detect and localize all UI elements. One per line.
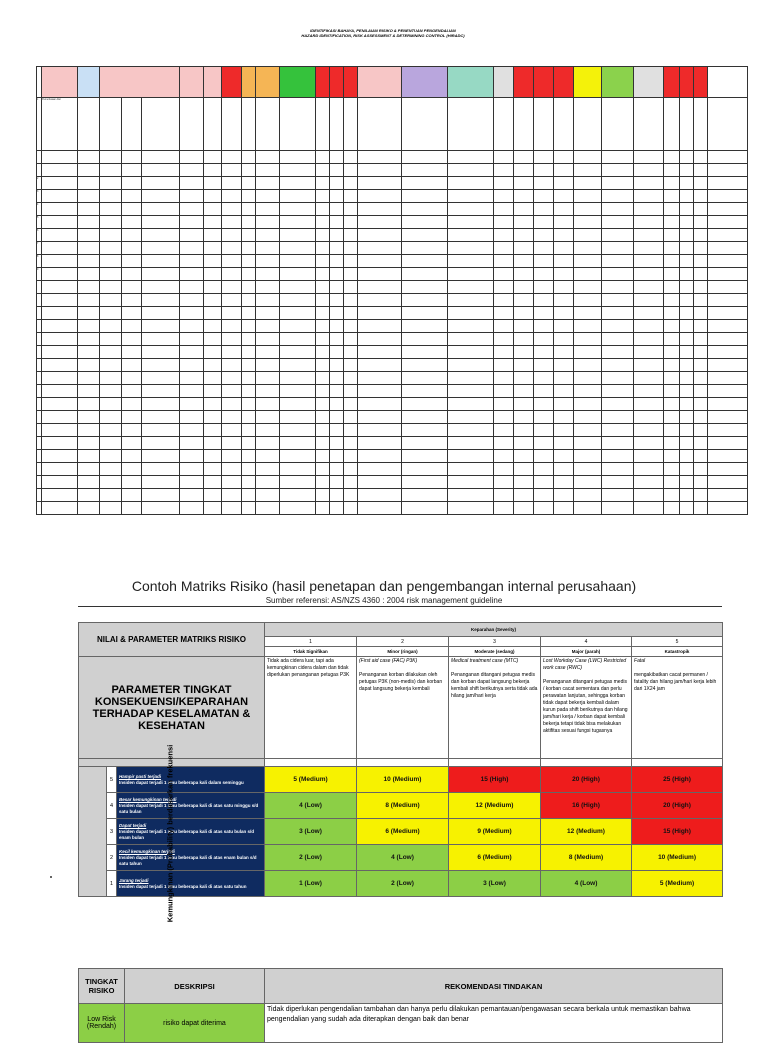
divider (78, 606, 722, 607)
sheet-row: 4 (37, 203, 748, 216)
sheet-row: 8 (37, 255, 748, 268)
risk-cell: 10 (Medium) (632, 845, 723, 871)
sheet-row (37, 463, 748, 476)
rec-head-desc: DESKRIPSI (125, 969, 265, 1004)
sheet-row: 2 (37, 177, 748, 190)
hiradc-table (36, 66, 748, 515)
sheet-row (37, 411, 748, 424)
sheet-row (37, 385, 748, 398)
sheet-row (37, 346, 748, 359)
matrix-source: Sumber referensi: AS/NZS 4360 : 2004 risk management guideline (265, 596, 503, 605)
sheet-row (37, 333, 748, 346)
risk-cell: 8 (Medium) (357, 793, 449, 819)
severity-desc: Tidak ada cidera luar, tapi ada kemungkinan cidera dalam dan tidak diperlukan penanganan petugas P3K (265, 657, 357, 759)
rec-desc: risiko dapat diterima (125, 1004, 265, 1043)
sheet-row: 1 Pemeriksaan Alat (37, 98, 748, 151)
likelihood-desc: Besar kemungkinan terjadi Insiden dapat terjadi 1 atau beberapa kali di atas satu minggu s/d satu bulan (117, 793, 265, 819)
likelihood-desc: Kecil kemungkinan terjadi Insiden dapat terjadi 1 atau beberapa kali di atas enam bulan s/d satu tahun (117, 845, 265, 871)
severity-name: Moderate (sedang) (449, 647, 541, 657)
severity-num: 5 (632, 637, 723, 647)
risk-cell: 9 (Medium) (449, 819, 541, 845)
sheet-row (37, 489, 748, 502)
sheet-row (37, 281, 748, 294)
sheet-row: 7 (37, 242, 748, 255)
rec-head-level: TINGKAT RISIKO (79, 969, 125, 1004)
sheet-row (37, 294, 748, 307)
matrix-title: Contoh Matriks Risiko (hasil penetapan dan pengembangan internal perusahaan) (131, 578, 637, 594)
risk-cell: 25 (High) (632, 767, 723, 793)
risk-cell: 5 (Medium) (632, 871, 723, 897)
severity-name: Katastropik (632, 647, 723, 657)
severity-desc: Medical treatment case (MTC) Penanganan ditangani petugas medis dan korban dapat langsung bekerja kembali shift berikutnya serta tidak ada hilang jam/hari kerja (449, 657, 541, 759)
risk-cell: 3 (Low) (449, 871, 541, 897)
likelihood-desc: Jarang terjadi Insiden dapat terjadi 1 atau beberapa kali di atas satu tahun (117, 871, 265, 897)
severity-name: Major (parah) (541, 647, 632, 657)
risk-cell: 2 (Low) (265, 845, 357, 871)
likelihood-num: 2 (107, 845, 117, 871)
hiradc-sheet (36, 28, 730, 520)
likelihood-num: 5 (107, 767, 117, 793)
risk-cell: 15 (High) (632, 819, 723, 845)
sheet-row (37, 307, 748, 320)
sheet-row (37, 424, 748, 437)
likelihood-num: 4 (107, 793, 117, 819)
risk-cell: 4 (Low) (357, 845, 449, 871)
sheet-row (37, 502, 748, 515)
sheet-row (37, 320, 748, 333)
rec-level: Low Risk (Rendah) (79, 1004, 125, 1043)
sheet-row (37, 164, 748, 177)
risk-cell: 6 (Medium) (357, 819, 449, 845)
sheet-row (37, 359, 748, 372)
matrix-main-label: NILAI & PARAMETER MATRIKS RISIKO (79, 623, 265, 657)
likelihood-num: 3 (107, 819, 117, 845)
rec-head-action: REKOMENDASI TINDAKAN (265, 969, 723, 1004)
severity-desc: Lost Workday Case (LWC) Restricted work case (RWC) Penanganan ditangani petugas medis / korban cacat sementara dan perlu perawatan lanjutan, sehingga korban tidak dapat bekerja kembali dalam kurun pada shift berikutnya dan hilang jam/hari kerja / korban dapat kembali bekerja tetapi tidak bisa melakukan aktifitas sesuai fungsi tugasnya (541, 657, 632, 759)
risk-cell: 3 (Low) (265, 819, 357, 845)
likelihood-desc: Hampir pasti terjadi Insiden dapat terjadi 1 atau beberapa kali dalam seminggu (117, 767, 265, 793)
severity-num: 4 (541, 637, 632, 647)
sheet-row (37, 476, 748, 489)
stray-dot (50, 876, 52, 878)
sheet-title: IDENTIFIKASI BAHAYA, PENILAIAN RISIKO & PENENTUAN PENGENDALIAN HAZARD IDENTIFICATION, RISK ASSESSMENT & DETERMINING CONTROL (HIRADC) (301, 28, 465, 38)
risk-cell: 12 (Medium) (541, 819, 632, 845)
risk-cell: 16 (High) (541, 793, 632, 819)
risk-cell: 4 (Low) (265, 793, 357, 819)
risk-cell: 15 (High) (449, 767, 541, 793)
sheet-row (37, 437, 748, 450)
severity-name: Minor (ringan) (357, 647, 449, 657)
risk-cell: 8 (Medium) (541, 845, 632, 871)
severity-num: 2 (357, 637, 449, 647)
sheet-row (37, 398, 748, 411)
rec-action: Tidak diperlukan pengendalian tambahan dan hanya perlu dilakukan pemantauan/pengawasan secara berkala untuk memastikan bahwa pengendalian yang sudah ada diterapkan dengan baik dan benar (265, 1004, 723, 1043)
sheet-row: 3 (37, 190, 748, 203)
risk-cell: 12 (Medium) (449, 793, 541, 819)
severity-desc: Fatal mengakibatkan cacat permanen / fatality dan hilang jam/hari kerja lebih dari 1X24 jam (632, 657, 723, 759)
risk-cell: 5 (Medium) (265, 767, 357, 793)
recommendation-table (78, 968, 723, 1043)
risk-cell: 20 (High) (632, 793, 723, 819)
sheet-row: 5 (37, 216, 748, 229)
sheet-row (37, 450, 748, 463)
likelihood-num: 1 (107, 871, 117, 897)
risk-cell: 1 (Low) (265, 871, 357, 897)
likelihood-label: Kemungkinan (Probability) berdasarkan frekuensi (79, 767, 107, 897)
risk-cell: 2 (Low) (357, 871, 449, 897)
risk-cell: 6 (Medium) (449, 845, 541, 871)
sheet-row: 9 (37, 268, 748, 281)
sheet-row (37, 372, 748, 385)
sheet-row (37, 151, 748, 164)
risk-cell: 4 (Low) (541, 871, 632, 897)
severity-num: 1 (265, 637, 357, 647)
severity-num: 3 (449, 637, 541, 647)
risk-matrix (78, 622, 723, 922)
likelihood-desc: Dapat terjadi Insiden dapat terjadi 1 atau beberapa kali di atas satu bulan s/d enam bulan (117, 819, 265, 845)
severity-desc: (First aid case (FAC) P3K) Penanganan korban dilakukan oleh petugas P3K (non-medis) dan korban dapat langsung bekerja kembali (357, 657, 449, 759)
severity-header: Keparahan (Severity) (265, 623, 723, 637)
severity-name: Tidak Signifikan (265, 647, 357, 657)
risk-cell: 20 (High) (541, 767, 632, 793)
parameter-label: PARAMETER TINGKAT KONSEKUENSI/KEPARAHAN TERHADAP KESELAMATAN & KESEHATAN (79, 657, 265, 759)
sheet-row: 6 (37, 229, 748, 242)
sheet-header-row (37, 67, 748, 98)
risk-cell: 10 (Medium) (357, 767, 449, 793)
